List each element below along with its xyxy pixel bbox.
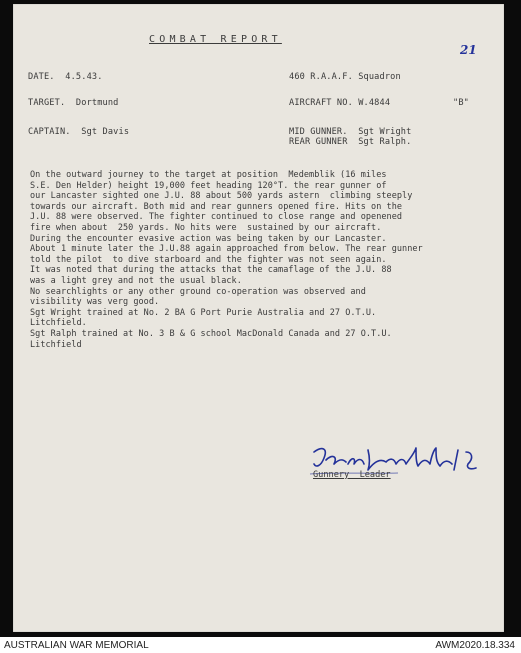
body-line: J.U. 88 were observed. The fighter continued to close range and openened — [30, 212, 403, 223]
signature-role: Gunnery Leader — [313, 470, 391, 480]
body-line: Sgt Wright trained at No. 2 BA G Port Purie Australia and 27 O.T.U. — [30, 307, 377, 318]
field-squadron: 460 R.A.A.F. Squadron — [289, 72, 401, 82]
body-line: our Lancaster sighted one J.U. 88 about 500 yards astern climbing steeply — [30, 191, 413, 202]
body-line: fire when about 250 yards. No hits were sustained by our aircraft. — [30, 222, 382, 233]
document-title: COMBAT REPORT — [149, 34, 282, 45]
field-rear-gunner: REAR GUNNER Sgt Ralph. — [289, 137, 412, 147]
body-line: Litchfield — [30, 339, 82, 350]
body-line: No searchlights or any other ground co-operation was observed and — [30, 286, 366, 297]
body-line: visibility was verg good. — [30, 297, 160, 308]
body-line: It was noted that during the attacks that the camaflage of the J.U. 88 — [30, 265, 392, 276]
body-line: was a light grey and not the usual black. — [30, 275, 242, 286]
field-mid-gunner: MID GUNNER. Sgt Wright — [289, 127, 412, 137]
field-captain: CAPTAIN. Sgt Davis — [28, 127, 130, 137]
body-line: About 1 minute later the J.U.88 again approached from below. The rear gunner — [30, 244, 423, 255]
body-line: Sgt Ralph trained at No. 3 B & G school MacDonald Canada and 27 O.T.U. — [30, 328, 392, 339]
field-aircraft-letter: "B" — [453, 98, 469, 108]
field-target: TARGET. Dortmund — [28, 98, 119, 108]
report-body — [30, 170, 495, 350]
handwritten-page-number: 21 — [460, 43, 477, 57]
body-line: Litchfield. — [30, 318, 87, 329]
footer-institution: AUSTRALIAN WAR MEMORIAL — [4, 640, 149, 651]
body-line: told the pilot to dive starboard and the fighter was not seen again. — [30, 254, 387, 265]
body-line: S.E. Den Helder) height 19,000 feet heading 120°T. the rear gunner of — [30, 180, 387, 191]
footer-accession-number: AWM2020.18.334 — [435, 640, 515, 651]
field-date: DATE. 4.5.43. — [28, 72, 103, 82]
body-line: During the encounter evasive action was being taken by our Lancaster. — [30, 233, 387, 244]
body-line: On the outward journey to the target at position Medemblik (16 miles — [30, 170, 387, 180]
document-page — [13, 4, 504, 632]
field-aircraft: AIRCRAFT NO. W.4844 — [289, 98, 391, 108]
body-line: towards our aircraft. Both mid and rear gunners opened fire. Hits on the — [30, 201, 403, 212]
